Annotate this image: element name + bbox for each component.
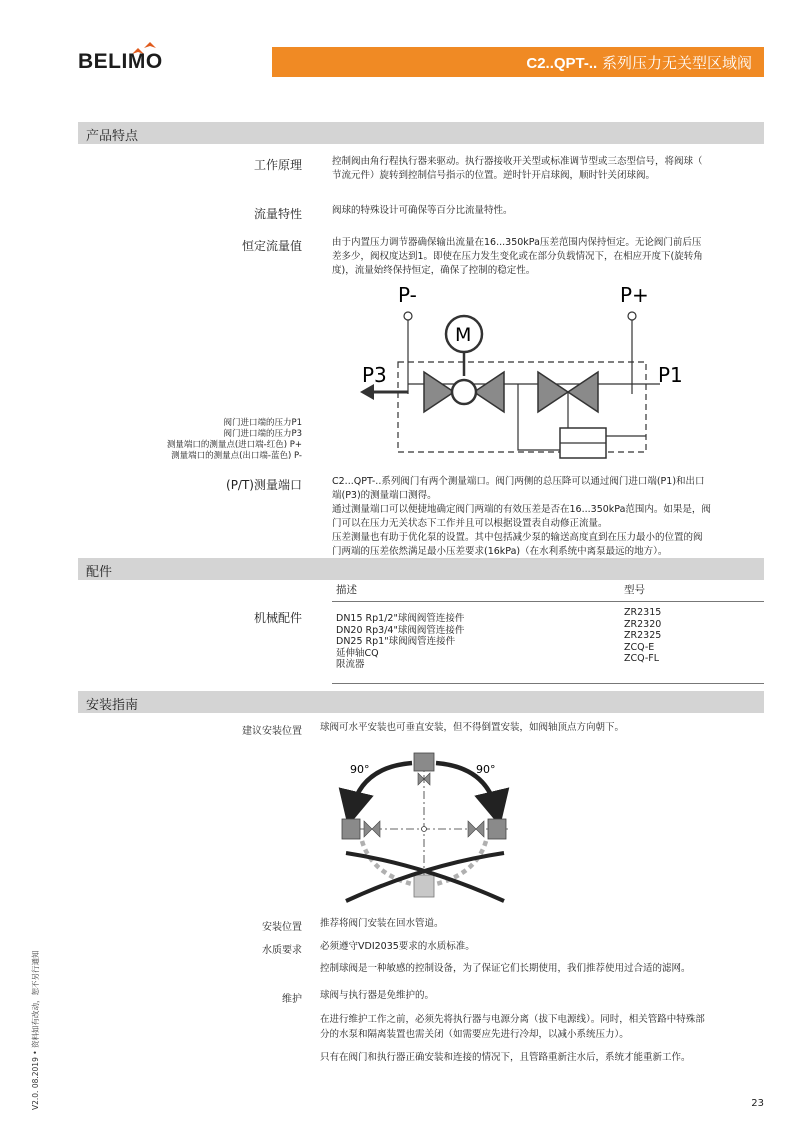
label-p-minus: P- xyxy=(398,283,417,307)
diagram-legend xyxy=(167,418,302,462)
header-title-bar xyxy=(272,47,764,77)
label-recommended-position: 建议安装位置 xyxy=(242,726,302,737)
angle-right-label: 90° xyxy=(476,763,496,776)
page-title xyxy=(526,52,752,73)
table-cell: DN15 Rp1/2"球阀阀管连接件 xyxy=(336,613,465,624)
text-line: 度)，流量始终保持恒定，确保了控制的稳定性。 xyxy=(332,265,536,276)
section-installation-title: 安装指南 xyxy=(86,698,139,713)
text-water-quality: 必须遵守VDI2035要求的水质标准。 xyxy=(320,941,475,952)
regulator-right-icon xyxy=(568,372,598,412)
section-accessories-header xyxy=(78,558,764,580)
page-number: 23 xyxy=(751,1098,764,1109)
section-installation-header xyxy=(78,691,764,713)
text-line: 门两端的压差依然满足最小压差要求(16kPa)（在水利系统中离泵最远的地方）。 xyxy=(332,546,668,557)
text-line: 门可以在压力无关状态下工作并且可以根据设置表自动修正流量。 xyxy=(332,518,608,529)
section-accessories-title: 配件 xyxy=(86,565,113,580)
text-line: 端(P3)的测量端口测得。 xyxy=(332,490,437,501)
legend-item: 阀门进口端的压力P1 xyxy=(223,418,302,428)
table-cell: 延伸轴CQ xyxy=(336,647,379,659)
angle-left-label: 90° xyxy=(350,763,370,776)
table-cell: 限流器 xyxy=(336,659,365,670)
port-p-plus-icon xyxy=(628,312,636,320)
port-p-minus-icon xyxy=(404,312,412,320)
version-side-note: V2.0. 08.2019 • 资料如有改动，恕不另行通知 xyxy=(31,950,40,1110)
ball-icon xyxy=(452,380,476,404)
product-series-title: 系列压力无关型区域阀 xyxy=(597,54,752,72)
belimo-logo xyxy=(78,38,168,82)
text-line: 差多少，阀权度达到1。即使在压力发生变化或在部分负载情况下，在相应开度下(旋转角 xyxy=(332,251,703,262)
text-line: 通过测量端口可以便捷地确定阀门两端的有效压差是否在16...350kPa范围内。如果是，阀 xyxy=(332,504,711,515)
col-header-model: 型号 xyxy=(624,584,645,596)
table-cell: ZR2315 xyxy=(624,607,662,618)
label-water-quality: 水质要求 xyxy=(262,945,302,956)
actuator-right-icon xyxy=(488,819,506,839)
product-code: C2..QPT-.. xyxy=(526,55,598,72)
valve-pressure-diagram xyxy=(330,280,683,480)
label-mechanical-accessories: 机械配件 xyxy=(253,611,302,625)
col-header-description: 描述 xyxy=(336,584,357,596)
section-features-header xyxy=(78,122,764,144)
label-flow-characteristic: 流量特性 xyxy=(253,207,302,221)
motor-label: M xyxy=(455,324,472,346)
installation-orientation-diagram xyxy=(332,745,522,905)
text-flow-characteristic xyxy=(332,204,764,218)
text-restart-condition: 只有在阀门和执行器正确安装和连接的情况下，且管路重新注水后，系统才能重新工作。 xyxy=(320,1052,691,1063)
table-cell: ZCQ-E xyxy=(624,641,655,653)
table-bottom-rule xyxy=(332,683,764,684)
text-maintenance-procedure xyxy=(320,1012,770,1042)
text-line: 节流元件）旋转到控制信号指示的位置。逆时针开启球阀，顺时针关闭球阀。 xyxy=(332,170,656,181)
text-line: 压差测量也有助于优化泵的设置。其中包括减少泵的输送高度直到在压力最小的位置的阀 xyxy=(332,532,703,543)
text-line: 阀球的特殊设计可确保等百分比流量特性。 xyxy=(332,205,513,216)
accessory-descriptions xyxy=(336,613,464,671)
brand-name: BELIMO xyxy=(78,50,163,73)
label-p-plus: P+ xyxy=(620,283,649,307)
label-pt-ports: (P/T)测量端口 xyxy=(226,478,302,492)
label-p1: P1 xyxy=(658,363,683,387)
ball-valve-left-icon xyxy=(424,372,454,412)
table-cell: ZR2320 xyxy=(624,618,662,630)
table-divider xyxy=(332,601,764,602)
text-maintenance-free: 球阀与执行器是免维护的。 xyxy=(320,990,435,1001)
regulator-left-icon xyxy=(538,372,568,412)
actuator-left-icon xyxy=(342,819,360,839)
legend-item: 阀门进口端的压力P3 xyxy=(223,429,302,439)
table-cell: DN25 Rp1"球阀阀管连接件 xyxy=(336,636,456,647)
label-maintenance: 维护 xyxy=(282,994,302,1005)
table-cell: ZR2325 xyxy=(624,630,662,641)
label-install-location: 安装位置 xyxy=(262,922,302,933)
label-p3: P3 xyxy=(362,363,387,387)
text-working-principle xyxy=(332,155,764,183)
valve-body-outline xyxy=(398,362,646,452)
text-line: C2...QPT-..系列阀门有两个测量端口。阀门两侧的总压降可以通过阀门进口端(P1)和出口 xyxy=(332,476,705,487)
text-constant-flow xyxy=(332,236,772,278)
actuator-top-icon xyxy=(414,753,434,771)
accessory-models xyxy=(624,607,661,665)
label-constant-flow: 恒定流量值 xyxy=(241,239,302,253)
text-line: 分的水泵和隔离装置也需关闭（如需要应先进行冷却，以减小系统压力）。 xyxy=(320,1029,629,1040)
text-line: 在进行维护工作之前，必须先将执行器与电源分离（拔下电源线）。同时，相关管路中特殊部 xyxy=(320,1014,705,1025)
text-filter-recommendation: 控制球阀是一种敏感的控制设备，为了保证它们长期使用，我们推荐使用过合适的滤网。 xyxy=(320,963,691,974)
legend-item: 测量端口的测量点(进口端-红色) P+ xyxy=(166,440,302,450)
table-cell: DN20 Rp3/4"球阀阀管连接件 xyxy=(336,624,465,636)
text-line: 控制阀由角行程执行器来驱动。执行器接收开关型或标准调节型或三态型信号，将阀球（ xyxy=(332,156,703,167)
text-line: 由于内置压力调节器确保输出流量在16...350kPa压差范围内保持恒定。无论阀门前后压 xyxy=(332,237,702,248)
text-pt-ports xyxy=(332,475,772,559)
actuator-bottom-forbidden-icon xyxy=(414,875,434,897)
text-recommended-position: 球阀可水平安装也可垂直安装，但不得倒置安装，如阀轴顶点方向朝下。 xyxy=(320,722,625,733)
legend-item: 测量端口的测量点(出口端-蓝色) P- xyxy=(171,451,302,461)
text-install-location: 推荐将阀门安装在回水管道。 xyxy=(320,918,444,929)
table-cell: ZCQ-FL xyxy=(624,653,660,664)
ball-valve-right-icon xyxy=(474,372,504,412)
section-features-title: 产品特点 xyxy=(86,129,139,144)
label-working-principle: 工作原理 xyxy=(253,158,302,172)
